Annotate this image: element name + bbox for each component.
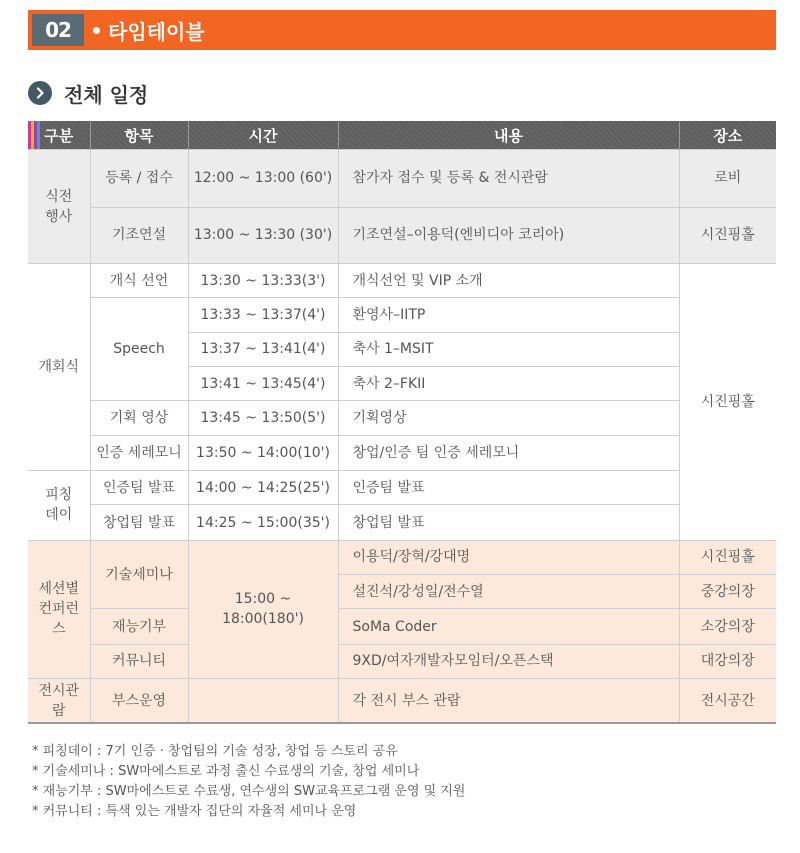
content-cell: SoMa Coder	[338, 609, 679, 644]
item-cell: 기술세미나	[90, 540, 188, 609]
content-cell: 개식선언 및 VIP 소개	[338, 264, 679, 298]
time-cell: 13:30 ~ 13:33(3')	[188, 264, 338, 298]
header-time: 시간	[188, 121, 338, 150]
content-cell: 창업팀 발표	[338, 505, 679, 540]
footnotes	[32, 742, 465, 822]
group-opening: 개회식	[28, 264, 90, 471]
chevron-right-icon	[28, 81, 52, 105]
group-pre-event: 식전 행사	[28, 150, 90, 264]
item-cell: 부스운영	[90, 679, 188, 723]
content-cell: 기획영상	[338, 401, 679, 435]
place-cell: 시진핑홀	[679, 264, 776, 541]
content-cell: 설진석/강성일/전수열	[338, 575, 679, 609]
content-cell: 인증팀 발표	[338, 471, 679, 505]
table-row	[28, 540, 776, 574]
group-pitching: 피칭 데이	[28, 471, 90, 541]
time-cell: 14:00 ~ 14:25(25')	[188, 471, 338, 505]
table-header-row	[28, 121, 776, 150]
content-cell: 기조연설–이용덕(엔비디아 코리아)	[338, 207, 679, 264]
place-cell: 시진핑홀	[679, 540, 776, 574]
place-cell: 시진핑홀	[679, 207, 776, 264]
header-place: 장소	[679, 121, 776, 150]
content-cell: 각 전시 부스 관람	[338, 679, 679, 723]
group-exhibition: 전시관람	[28, 679, 90, 723]
footnote: * 기술세미나 : SW마에스트로 과정 출신 수료생의 기술, 창업 세미나	[32, 764, 420, 779]
time-cell: 15:00 ~ 18:00(180')	[188, 540, 338, 678]
time-cell: 13:50 ~ 14:00(10')	[188, 435, 338, 470]
time-cell: 13:37 ~ 13:41(4')	[188, 332, 338, 366]
content-cell: 축사 2–FKII	[338, 367, 679, 401]
table-row	[28, 471, 776, 505]
place-cell: 대강의장	[679, 644, 776, 678]
group-sessions: 세션별 컨퍼런스	[28, 540, 90, 678]
time-cell: 14:25 ~ 15:00(35')	[188, 505, 338, 540]
item-cell: 인증팀 발표	[90, 471, 188, 505]
header-item: 항목	[90, 121, 188, 150]
time-cell: 13:00 ~ 13:30 (30')	[188, 207, 338, 264]
schedule-table	[28, 121, 776, 724]
table-row	[28, 264, 776, 298]
table-row	[28, 150, 776, 208]
section-banner	[28, 10, 776, 50]
place-cell: 전시공간	[679, 679, 776, 723]
table-row	[28, 401, 776, 435]
header-category: 구분	[28, 121, 90, 150]
place-cell: 소강의장	[679, 609, 776, 644]
table-row	[28, 644, 776, 678]
table-row	[28, 207, 776, 264]
item-cell: 재능기부	[90, 609, 188, 644]
table-row	[28, 435, 776, 470]
time-cell-empty	[188, 679, 338, 723]
item-cell: 인증 세레모니	[90, 435, 188, 470]
item-cell: 등록 / 접수	[90, 150, 188, 208]
content-cell: 9XD/여자개발자모임터/오픈스택	[338, 644, 679, 678]
content-cell: 참가자 접수 및 등록 & 전시관람	[338, 150, 679, 208]
time-cell: 13:45 ~ 13:50(5')	[188, 401, 338, 435]
header-content: 내용	[338, 121, 679, 150]
footnote: * 재능기부 : SW마에스트로 수료생, 연수생의 SW교육프로그램 운영 및 지원	[32, 784, 466, 799]
time-cell: 12:00 ~ 13:00 (60')	[188, 150, 338, 208]
table-row	[28, 505, 776, 540]
item-cell: 기조연설	[90, 207, 188, 264]
table-row	[28, 679, 776, 723]
section-number: 02	[32, 14, 84, 46]
item-cell: 개식 선언	[90, 264, 188, 298]
section-banner-title: 타임테이블	[108, 19, 205, 44]
time-cell: 13:33 ~ 13:37(4')	[188, 298, 338, 332]
schedule-heading	[28, 80, 148, 106]
bullet-dot-icon	[93, 27, 100, 34]
content-cell: 축사 1–MSIT	[338, 332, 679, 366]
item-cell: 창업팀 발표	[90, 505, 188, 540]
footnote: * 커뮤니티 : 특색 있는 개발자 집단의 자율적 세미나 운영	[32, 804, 357, 819]
place-cell: 로비	[679, 150, 776, 208]
time-cell: 13:41 ~ 13:45(4')	[188, 367, 338, 401]
item-cell: Speech	[90, 298, 188, 401]
content-cell: 환영사–IITP	[338, 298, 679, 332]
footnote: * 피칭데이 : 7기 인증 · 창업팀의 기술 성장, 창업 등 스토리 공유	[32, 744, 398, 759]
item-cell: 커뮤니티	[90, 644, 188, 678]
table-row	[28, 298, 776, 332]
place-cell: 중강의장	[679, 575, 776, 609]
page-title: 전체 일정	[64, 82, 149, 107]
content-cell: 이용덕/장혁/강대명	[338, 540, 679, 574]
table-row	[28, 609, 776, 644]
item-cell: 기획 영상	[90, 401, 188, 435]
content-cell: 창업/인증 팀 인증 세레모니	[338, 435, 679, 470]
